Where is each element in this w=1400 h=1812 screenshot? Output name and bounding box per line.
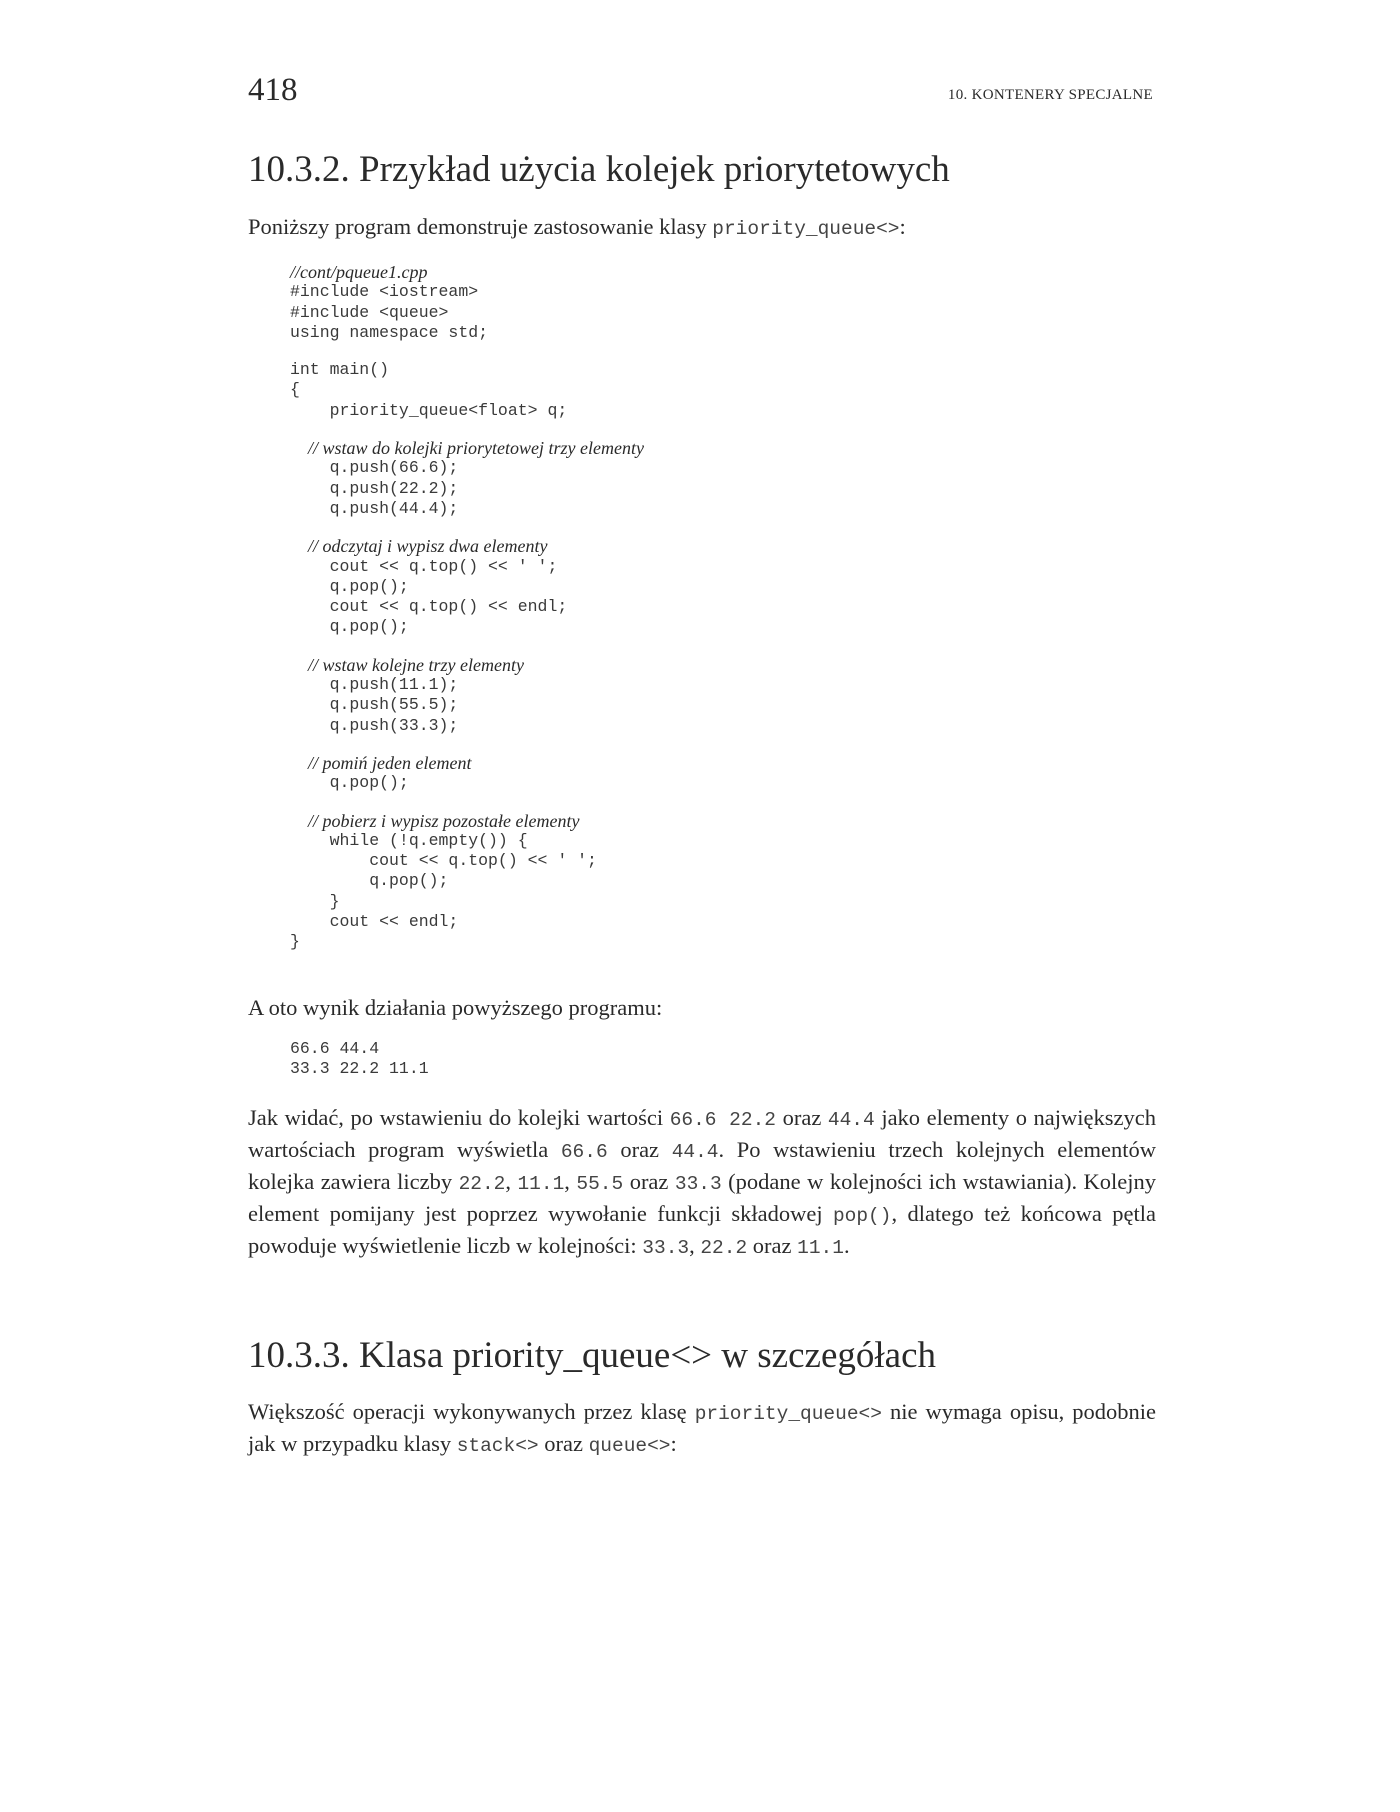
code-line: while (!q.empty()) { — [290, 830, 528, 850]
code-line: q.pop(); — [290, 617, 409, 637]
explanation-paragraph — [248, 1103, 1156, 1263]
code-line — [290, 736, 990, 753]
code-line: priority_queue<float> q; — [290, 400, 568, 420]
code-line: #include <queue> — [290, 302, 449, 322]
code-line: #include <iostream> — [290, 282, 479, 302]
inline-code: pop() — [832, 1205, 892, 1227]
inline-code: 33.3 — [674, 1173, 722, 1195]
code-line — [290, 638, 990, 655]
inline-code: queue<> — [588, 1435, 671, 1457]
text-run: , — [505, 1169, 518, 1194]
section-title-10-3-2: 10.3.2. Przykład użycia kolejek priorytetowych — [248, 149, 950, 190]
text-run: oraz — [607, 1137, 672, 1162]
text-run: Większość operacji wykonywanych przez klasę — [248, 1399, 695, 1424]
text-run: oraz — [776, 1105, 828, 1130]
inline-code: 66.6 — [560, 1141, 608, 1163]
code-line: q.push(11.1); — [290, 675, 459, 695]
code-comment-line: //cont/pqueue1.cpp — [290, 262, 428, 282]
text-run: nie wymaga opisu, podobnie jak w przypadku klasy — [248, 1399, 1156, 1456]
program-output — [290, 1039, 429, 1080]
text-run: : — [670, 1431, 677, 1456]
inline-code: 33.3 — [642, 1237, 690, 1259]
output-line: 33.3 22.2 11.1 — [290, 1059, 429, 1079]
code-line: q.push(66.6); — [290, 458, 459, 478]
text-run: , — [689, 1233, 701, 1258]
code-line: q.pop(); — [290, 576, 409, 596]
section-title-10-3-3: 10.3.3. Klasa priority_queue<> w szczegółach — [248, 1335, 936, 1376]
code-listing — [290, 262, 990, 953]
intro-end: : — [899, 214, 906, 239]
code-comment-line: // pomiń jeden element — [290, 752, 472, 773]
code-line — [290, 519, 990, 536]
code-line: cout << q.top() << ' '; — [290, 556, 558, 576]
text-run: jako elementy o największych wartościach program wyświetla — [248, 1105, 1156, 1162]
code-line: } — [290, 891, 340, 911]
text-run: oraz — [538, 1431, 589, 1456]
code-line: q.push(44.4); — [290, 498, 459, 518]
code-line — [290, 794, 990, 811]
code-line — [290, 343, 990, 360]
code-line: cout << q.top() << ' '; — [290, 851, 597, 871]
code-line: } — [290, 932, 300, 952]
inline-code: priority_queue<> — [712, 218, 900, 240]
inline-code: priority_queue<> — [694, 1403, 882, 1425]
text-run: oraz — [747, 1233, 798, 1258]
output-intro: A oto wynik działania powyższego programu: — [248, 995, 663, 1020]
text-run: Jak widać, po wstawieniu do kolejki wartości — [248, 1105, 670, 1130]
inline-code: stack<> — [456, 1435, 539, 1457]
code-line: q.pop(); — [290, 773, 409, 793]
text-run: . Po wstawieniu trzech kolejnych elementów kolejka zawiera liczby — [248, 1137, 1157, 1194]
output-line: 66.6 44.4 — [290, 1039, 380, 1058]
intro-paragraph — [248, 212, 1156, 244]
details-paragraph — [248, 1397, 1156, 1461]
inline-code: 44.4 — [827, 1109, 875, 1131]
code-line: cout << endl; — [290, 912, 459, 932]
inline-code: 22.2 — [700, 1237, 748, 1259]
inline-code: 11.1 — [517, 1173, 565, 1195]
code-comment-line: // wstaw kolejne trzy elementy — [290, 654, 524, 675]
code-line: q.push(33.3); — [290, 715, 459, 735]
inline-code: 66.6 22.2 — [669, 1109, 776, 1131]
code-line: q.push(55.5); — [290, 695, 459, 715]
inline-code: 22.2 — [458, 1173, 506, 1195]
code-line: q.pop(); — [290, 871, 449, 891]
code-line: cout << q.top() << endl; — [290, 597, 568, 617]
code-line: using namespace std; — [290, 322, 489, 342]
code-line: int main() — [290, 360, 390, 380]
inline-code: 55.5 — [576, 1173, 624, 1195]
text-run: . — [843, 1233, 850, 1258]
code-comment-line: // odczytaj i wypisz dwa elementy — [290, 536, 548, 557]
intro-text: Poniższy program demonstruje zastosowanie klasy — [248, 214, 713, 239]
code-line: q.push(22.2); — [290, 478, 459, 498]
running-head: 10. KONTENERY SPECJALNE — [947, 87, 1153, 103]
code-comment-line: // wstaw do kolejki priorytetowej trzy elementy — [290, 438, 644, 459]
code-line — [290, 421, 990, 438]
text-run: , — [564, 1169, 577, 1194]
code-comment-line: // pobierz i wypisz pozostałe elementy — [290, 810, 580, 831]
code-line: { — [290, 380, 300, 400]
text-run: (podane w kolejności ich wstawiania). Kolejny element pomijany jest poprzez wywołanie funkcji składowej — [248, 1169, 1157, 1226]
page-number: 418 — [248, 72, 298, 108]
inline-code: 11.1 — [797, 1237, 844, 1259]
inline-code: 44.4 — [671, 1141, 719, 1163]
text-run: oraz — [623, 1169, 675, 1194]
text-run: , dlatego też końcowa pętla powoduje wyświetlenie liczb w kolejności: — [248, 1201, 1156, 1258]
